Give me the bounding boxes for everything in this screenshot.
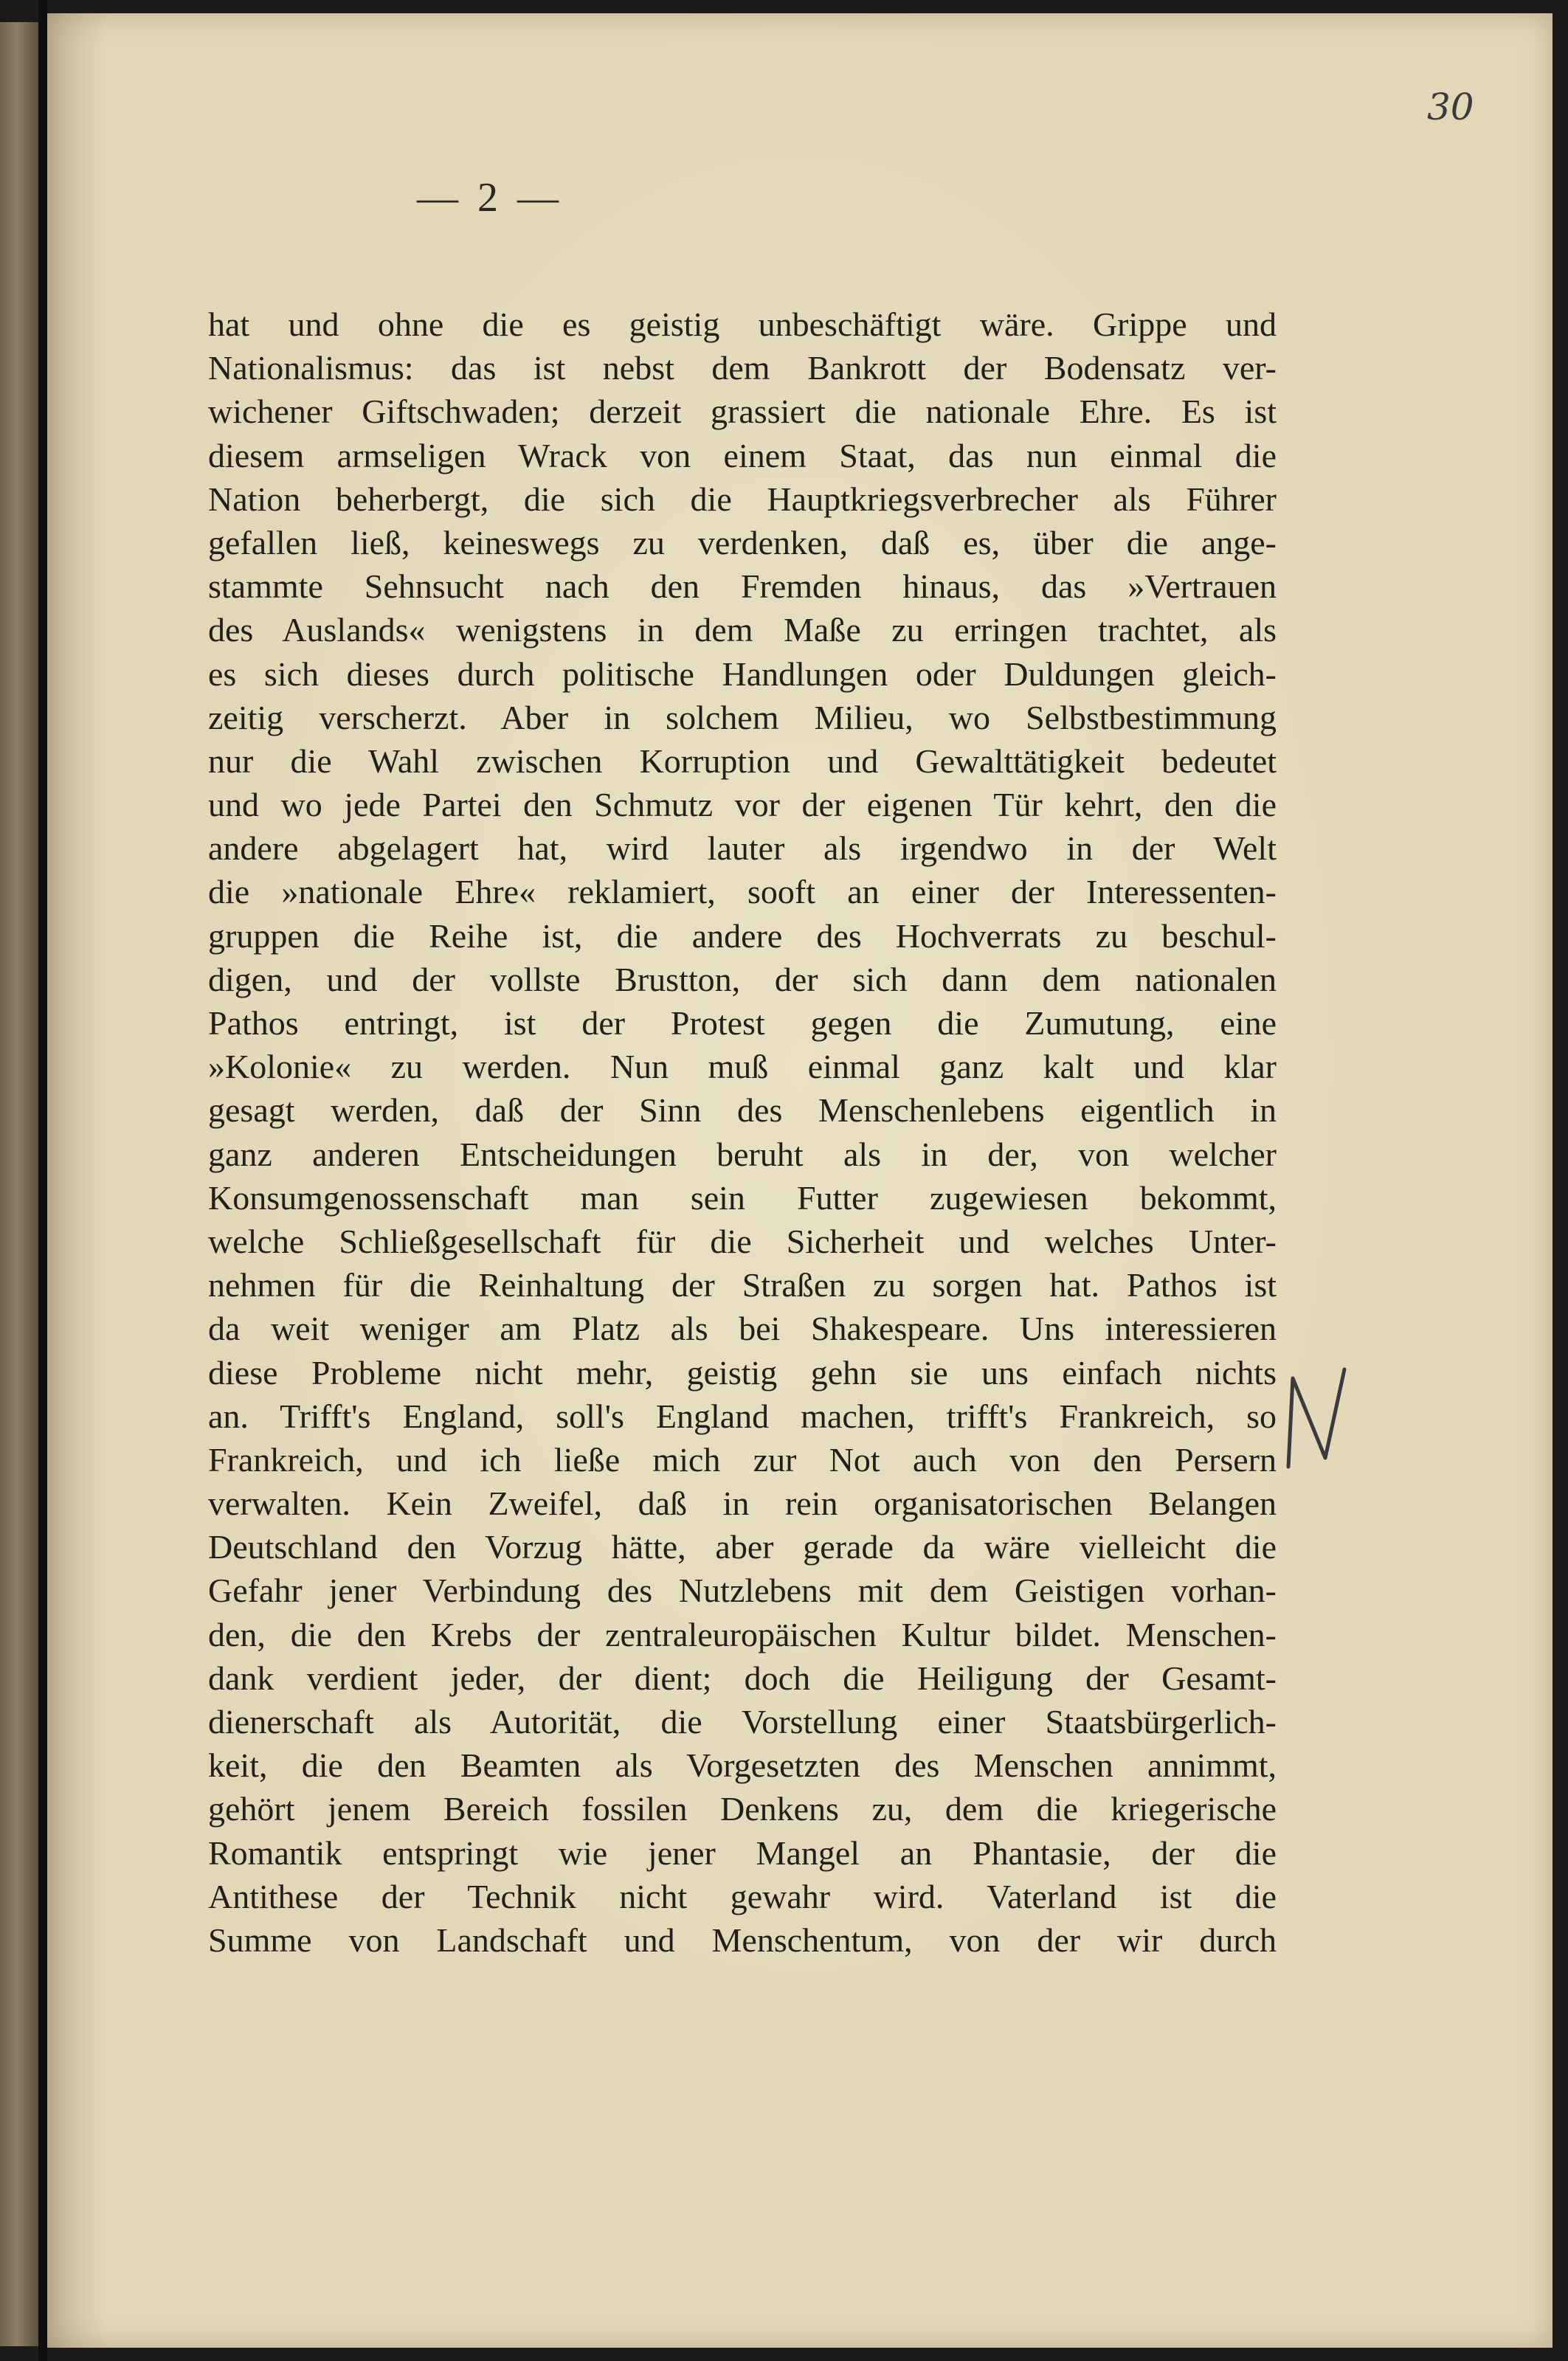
text-line: Deutschland den Vorzug hätte, aber gerade da wäre vielleicht die: [208, 1528, 1277, 1566]
page-number: — 2 —: [417, 175, 563, 221]
text-line: Frankreich, und ich ließe mich zur Not auch von den Persern: [208, 1440, 1277, 1479]
text-line: welche Schließgesellschaft für die Sicherheit und welches Unter-: [208, 1222, 1277, 1260]
text-line: keit, die den Beamten als Vorgesetzten des Menschen annimmt,: [208, 1746, 1277, 1785]
text-line: zeitig verscherzt. Aber in solchem Milieu, wo Selbstbestimmung: [208, 698, 1277, 736]
margin-annotation-mark: [1272, 1363, 1361, 1474]
text-line: an. Trifft's England, soll's England machen, trifft's Frankreich, so: [208, 1397, 1277, 1435]
text-line: dank verdient jeder, der dient; doch die Heiligung der Gesamt-: [208, 1659, 1277, 1697]
text-line: Antithese der Technik nicht gewahr wird. Vaterland ist die: [208, 1877, 1277, 1915]
page-sheet: [47, 13, 1553, 2348]
text-line: andere abgelagert hat, wird lauter als irgendwo in der Welt: [208, 829, 1277, 868]
text-line: die »nationale Ehre« reklamiert, sooft an einer der Interessenten-: [208, 873, 1277, 911]
text-line: digen, und der vollste Brustton, der sich dann dem nationalen: [208, 960, 1277, 998]
body-text: [208, 303, 1277, 1962]
text-line: gruppen die Reihe ist, die andere des Hochverrats zu beschul-: [208, 916, 1277, 955]
book-gutter: [38, 0, 47, 2361]
text-line: nehmen für die Reinhaltung der Straßen zu sorgen hat. Pathos ist: [208, 1266, 1277, 1304]
text-line: den, die den Krebs der zentraleuropäischen Kultur bildet. Menschen-: [208, 1615, 1277, 1653]
text-line: Romantik entspringt wie jener Mangel an Phantasie, der die: [208, 1833, 1277, 1872]
facing-page-edge: [0, 22, 38, 2346]
text-line: ganz anderen Entscheidungen beruht als in der, von welcher: [208, 1135, 1277, 1173]
text-line: Summe von Landschaft und Menschentum, von der wir durch: [208, 1921, 1277, 1959]
text-line: verwalten. Kein Zweifel, daß in rein organisatorischen Belangen: [208, 1484, 1277, 1523]
text-line: hat und ohne die es geistig unbeschäftigt wäre. Grippe und: [208, 305, 1277, 343]
text-line: Konsumgenossenschaft man sein Futter zugewiesen bekommt,: [208, 1178, 1277, 1217]
text-line: Nation beherbergt, die sich die Hauptkriegsverbrecher als Führer: [208, 480, 1277, 518]
folio-annotation: 30: [1427, 86, 1474, 128]
text-line: des Auslands« wenigstens in dem Maße zu erringen trachtet, als: [208, 611, 1277, 649]
text-line: es sich dieses durch politische Handlungen oder Duldungen gleich-: [208, 654, 1277, 693]
text-line: da weit weniger am Platz als bei Shakespeare. Uns interessieren: [208, 1310, 1277, 1348]
text-line: Pathos entringt, ist der Protest gegen die Zumutung, eine: [208, 1004, 1277, 1042]
text-line: und wo jede Partei den Schmutz vor der eigenen Tür kehrt, den die: [208, 786, 1277, 824]
text-line: diese Probleme nicht mehr, geistig gehn sie uns einfach nichts: [208, 1353, 1277, 1392]
text-line: gehört jenem Bereich fossilen Denkens zu, dem die kriegerische: [208, 1790, 1277, 1828]
text-line: »Kolonie« zu werden. Nun muß einmal ganz kalt und klar: [208, 1048, 1277, 1086]
text-line: stammte Sehnsucht nach den Fremden hinaus, das »Vertrauen: [208, 567, 1277, 606]
text-line: Nationalismus: das ist nebst dem Bankrott der Bodensatz ver-: [208, 349, 1277, 387]
text-line: wichener Giftschwaden; derzeit grassiert die nationale Ehre. Es ist: [208, 393, 1277, 431]
text-line: nur die Wahl zwischen Korruption und Gewalttätigkeit bedeutet: [208, 742, 1277, 780]
text-line: gefallen ließ, keineswegs zu verdenken, daß es, über die ange-: [208, 523, 1277, 561]
text-line: gesagt werden, daß der Sinn des Menschenlebens eigentlich in: [208, 1091, 1277, 1130]
text-line: diesem armseligen Wrack von einem Staat, das nun einmal die: [208, 436, 1277, 474]
text-line: dienerschaft als Autorität, die Vorstellung einer Staatsbürgerlich-: [208, 1703, 1277, 1740]
text-line: Gefahr jener Verbindung des Nutzlebens mit dem Geistigen vorhan-: [208, 1572, 1277, 1610]
